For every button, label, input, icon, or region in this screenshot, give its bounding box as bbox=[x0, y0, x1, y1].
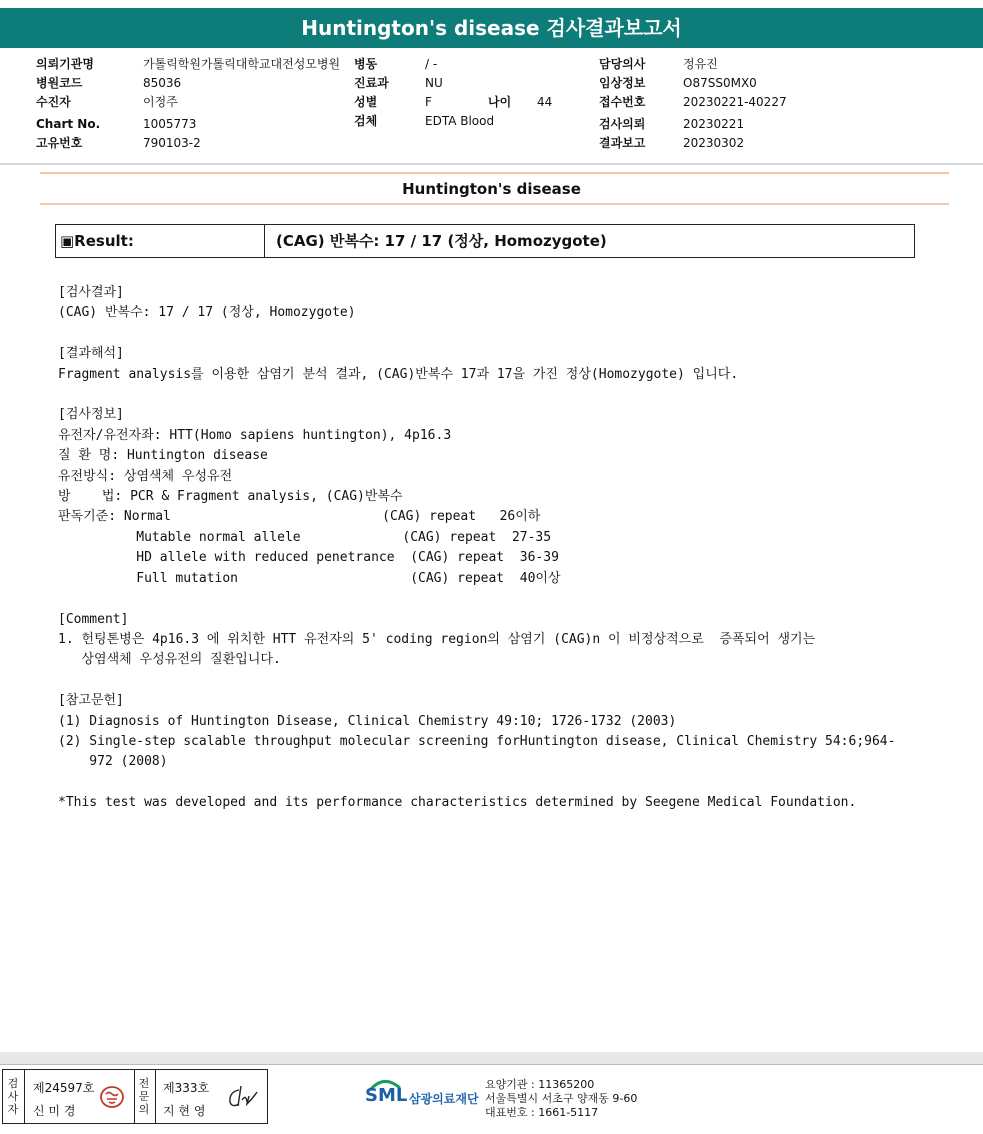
result-label: ▣Result: bbox=[60, 232, 134, 250]
sign-divider bbox=[134, 1070, 135, 1123]
request-date: 20230221 bbox=[683, 117, 745, 131]
hospital-code: 85036 bbox=[143, 76, 182, 90]
chart-no: 1005773 bbox=[143, 117, 197, 131]
footer-band bbox=[0, 1052, 983, 1064]
org-info-line: 서울특별시 서초구 양재동 9-60 bbox=[485, 1092, 638, 1105]
body-line: 972 (2008) bbox=[58, 754, 168, 770]
signature-box bbox=[2, 1069, 268, 1124]
body-line: Mutable normal allele (CAG) repeat 27-35 bbox=[58, 529, 552, 545]
body-line: (2) Single-step scalable throughput molecular screening forHuntington disease, Clinical Chemistry 54:6;964- bbox=[58, 733, 896, 749]
body-line: *This test was developed and its performance characteristics determined by Seegene Medical Foundation. bbox=[58, 795, 857, 811]
reviewer-vertical-label: 전문의 bbox=[138, 1077, 150, 1116]
signature-icon bbox=[225, 1082, 261, 1112]
specimen: EDTA Blood bbox=[425, 114, 495, 128]
header-label: 병동 bbox=[354, 57, 378, 71]
receipt-no: 20230221-40227 bbox=[683, 95, 787, 109]
clinical-info: O87SS0MX0 bbox=[683, 76, 757, 90]
unique-id: 790103-2 bbox=[143, 136, 201, 150]
header-col3 bbox=[599, 57, 645, 155]
header-col2 bbox=[354, 57, 389, 133]
peach-line-bottom bbox=[40, 203, 949, 205]
report-date: 20230302 bbox=[683, 136, 745, 150]
sml-logo-text: SML bbox=[365, 1085, 408, 1106]
result-value: (CAG) 반복수: 17 / 17 (정상, Homozygote) bbox=[276, 232, 607, 250]
org-info-line: 요양기관 : 11365200 bbox=[485, 1078, 595, 1091]
body-line: 1. 헌팅톤병은 4p16.3 에 위치한 HTT 유전자의 5' coding region의 삼염기 (CAG)n 이 비정상적으로 증폭되어 생기는 bbox=[58, 631, 816, 647]
header-label: 진료과 bbox=[354, 76, 389, 90]
body-line: 방 법: PCR & Fragment analysis, (CAG)반복수 bbox=[58, 489, 403, 505]
body-line: [검사정보] bbox=[58, 407, 124, 423]
header-col1-values bbox=[143, 57, 340, 155]
footer-divider bbox=[0, 1064, 983, 1065]
body-line: 유전방식: 상염색체 우성유전 bbox=[58, 468, 233, 484]
body-line bbox=[58, 589, 895, 609]
body-line: [검사결과] bbox=[58, 285, 124, 300]
body-line: [Comment] bbox=[58, 611, 129, 627]
header-label: 고유번호 bbox=[36, 136, 83, 150]
body-line bbox=[58, 671, 895, 691]
sex: F bbox=[425, 95, 432, 109]
seal-stamp-icon bbox=[99, 1085, 125, 1109]
header-label: 담당의사 bbox=[599, 57, 646, 71]
section-title: Huntington's disease bbox=[402, 180, 581, 198]
reviewer-license-no: 제333호 bbox=[163, 1081, 210, 1095]
body-line: 유전자/유전자좌: HTT(Homo sapiens huntington), 4p16.3 bbox=[58, 427, 452, 443]
sml-logo bbox=[364, 1076, 406, 1114]
header-label: 검체 bbox=[354, 114, 378, 128]
header-label: 결과보고 bbox=[599, 136, 646, 150]
header-label: 검사의뢰 bbox=[599, 117, 646, 131]
body-line bbox=[58, 773, 895, 793]
body-line: HD allele with reduced penetrance (CAG) repeat 36-39 bbox=[58, 550, 559, 566]
tester-license-no: 제24597호 bbox=[33, 1081, 95, 1095]
report-body bbox=[58, 283, 895, 814]
body-line: [결과해석] bbox=[58, 346, 124, 362]
body-line bbox=[58, 385, 895, 405]
header-col3-values bbox=[683, 57, 787, 155]
header-label: 의뢰기관명 bbox=[36, 57, 94, 71]
header-label: 성별 bbox=[354, 95, 378, 109]
header-divider bbox=[0, 163, 983, 165]
patient-name: 이정주 bbox=[143, 95, 178, 109]
header-label: 수진자 bbox=[36, 95, 71, 109]
body-line: 상염색체 우성유전의 질환입니다. bbox=[58, 652, 281, 668]
org-name: 삼광의료재단 bbox=[409, 1092, 479, 1106]
department: NU bbox=[425, 76, 443, 90]
tester-vertical-label: 검사자 bbox=[7, 1077, 19, 1116]
header-label: Chart No. bbox=[36, 117, 101, 131]
header-col1 bbox=[36, 57, 100, 155]
header-col2-values bbox=[425, 57, 494, 133]
age-value: 44 bbox=[537, 95, 553, 109]
body-line: [참고문헌] bbox=[58, 693, 124, 709]
age-label: 나이 bbox=[488, 95, 512, 109]
header-label: 병원코드 bbox=[36, 76, 83, 90]
org-info-line: 대표번호 : 1661-5117 bbox=[485, 1106, 599, 1119]
body-line: Full mutation (CAG) repeat 40이상 bbox=[58, 570, 561, 586]
header-label: 임상정보 bbox=[599, 76, 646, 90]
header-label: 접수번호 bbox=[599, 95, 646, 109]
org-info bbox=[485, 1078, 637, 1120]
reviewer-name: 지 현 영 bbox=[163, 1104, 206, 1118]
body-line: (CAG) 반복수: 17 / 17 (정상, Homozygote) bbox=[58, 305, 356, 321]
body-line: (1) Diagnosis of Huntington Disease, Clinical Chemistry 49:10; 1726-1732 (2003) bbox=[58, 713, 677, 729]
result-box bbox=[55, 224, 915, 258]
ward: / - bbox=[425, 57, 438, 71]
sign-divider bbox=[24, 1070, 25, 1123]
body-line: 질 환 명: Huntington disease bbox=[58, 448, 268, 464]
report-title: Huntington's disease 검사결과보고서 bbox=[0, 8, 983, 48]
peach-line-top bbox=[40, 172, 949, 174]
result-box-separator bbox=[264, 225, 265, 257]
institution-name: 가톨릭학원가톨릭대학교대전성모병원 bbox=[143, 57, 341, 71]
body-line bbox=[58, 324, 895, 344]
tester-name: 신 미 경 bbox=[33, 1104, 76, 1118]
doctor-name: 정유진 bbox=[683, 57, 718, 71]
body-line: Fragment analysis를 이용한 삼염기 분석 결과, (CAG)반복수 17과 17을 가진 정상(Homozygote) 입니다. bbox=[58, 366, 739, 382]
body-line: 판독기준: Normal (CAG) repeat 26이하 bbox=[58, 509, 541, 525]
sign-divider bbox=[155, 1070, 156, 1123]
